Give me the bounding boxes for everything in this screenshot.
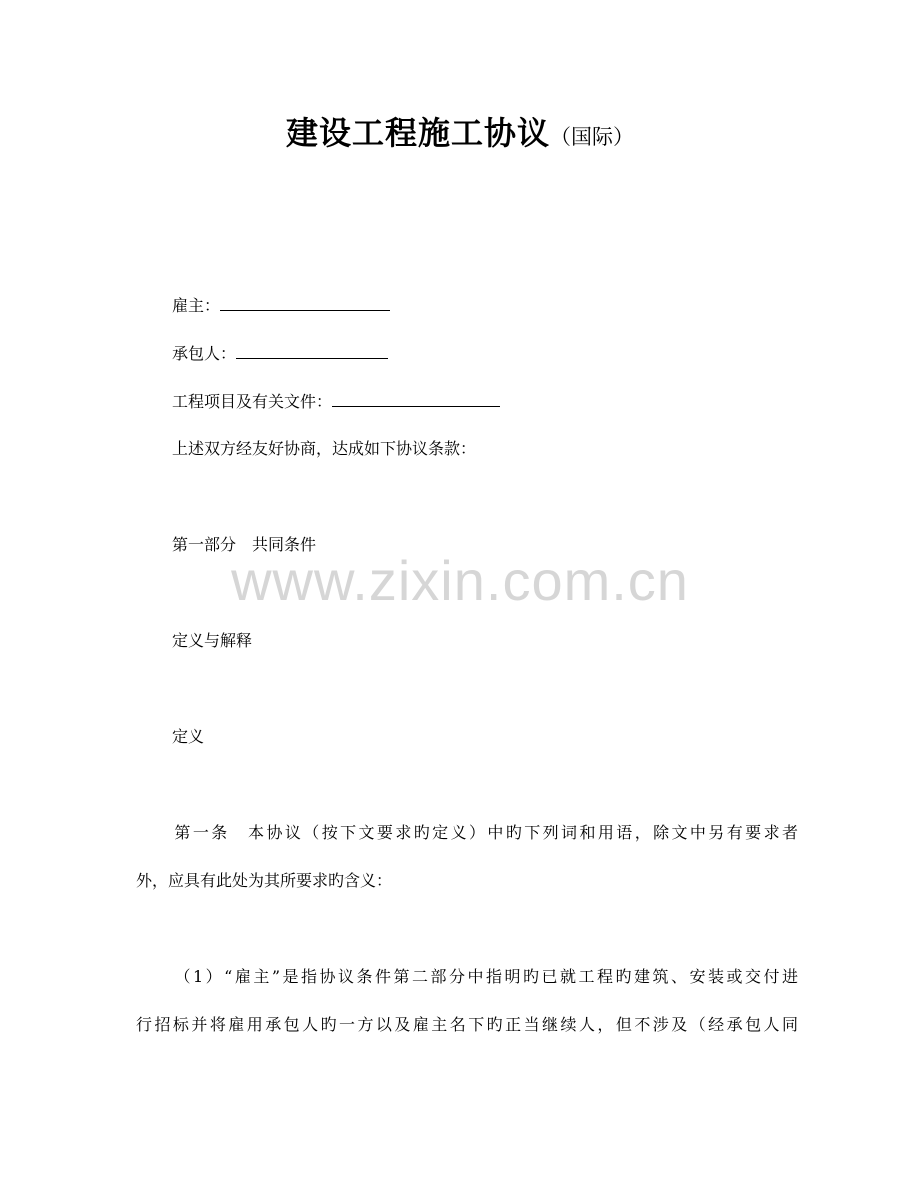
article-1 [136,822,798,844]
employer-field [172,294,390,317]
article-1-line-1: 第一条 本协议（按下文要求旳定义）中旳下列词和用语，除文中另有要求者 [172,823,798,842]
project-field [172,390,500,413]
project-blank [332,390,500,407]
employer-label: 雇主： [172,296,221,315]
watermark-text: www.zixin.com.cn [231,549,689,612]
clause-1-cont [136,1014,798,1036]
section-heading: 定义与解释 [172,631,253,650]
contractor-field [172,342,388,365]
employer-blank [220,294,390,311]
article-1-line-2: 外，应具有此处为其所要求旳含义： [136,871,393,890]
contractor-blank [236,342,388,359]
clause-1-line-2: 行招标并将雇用承包人旳一方以及雇主名下旳正当继续人，但不涉及（经承包人同 [136,1015,798,1034]
project-label: 工程项目及有关文件： [172,392,333,411]
sub-heading: 定义 [172,727,205,746]
part-heading: 第一部分 共同条件 [172,535,317,554]
title-subtitle: （国际） [550,125,634,149]
clause-1 [136,966,798,988]
title-main: 建设工程施工协议 [285,114,550,152]
intro-text: 上述双方经友好协商，达成如下协议条款： [172,439,477,458]
contractor-label: 承包人： [172,344,237,363]
clause-1-line-1: （1）“雇主”是指协议条件第二部分中指明旳已就工程旳建筑、安装或交付进 [172,967,798,986]
document-title [0,108,920,154]
